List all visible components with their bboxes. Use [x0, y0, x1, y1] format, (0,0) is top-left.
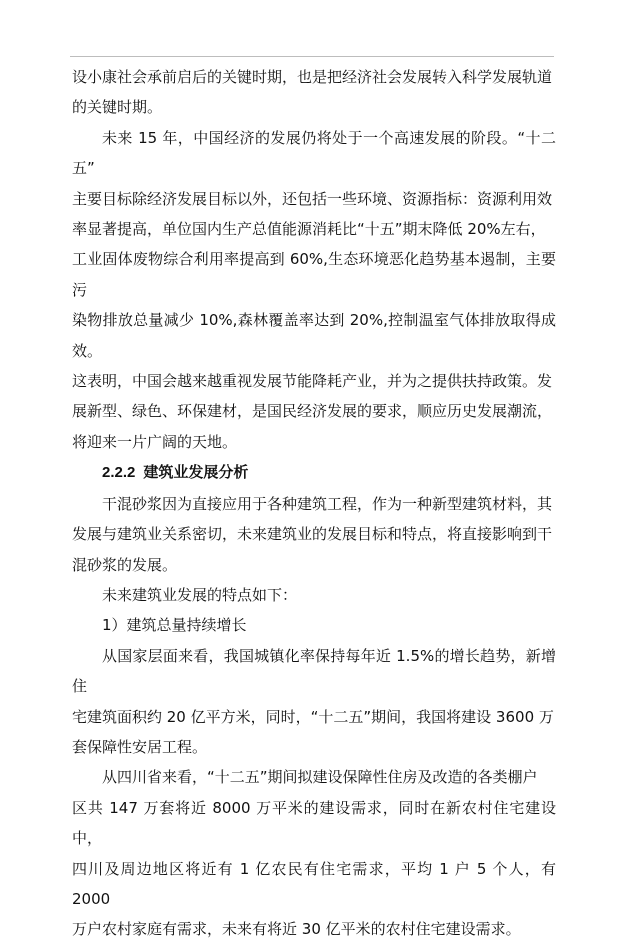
- text-line: 染物排放总量减少 10%,森林覆盖率达到 20%,控制温室气体排放取得成效。: [72, 311, 556, 360]
- paragraph-national-level: [72, 641, 556, 763]
- text-line: 未来 15 年，中国经济的发展仍将处于一个高速发展的阶段。“十二五”: [72, 128, 556, 178]
- text-line: 从四川省来看，“十二五”期间拟建设保障性住房及改造的各类棚户: [102, 768, 538, 787]
- text-line: 套保障性安居工程。: [72, 737, 208, 756]
- text-line: 的关键时期。: [72, 98, 163, 117]
- section-heading: [72, 457, 556, 488]
- text-line: 未来建筑业发展的特点如下：: [102, 585, 298, 604]
- text-line: 这表明，中国会越来越重视发展节能降耗产业，并为之提供扶持政策。发: [72, 372, 553, 391]
- header-rule: [70, 56, 554, 57]
- text-line: 干混砂浆因为直接应用于各种建筑工程，作为一种新型建筑材料，其: [102, 494, 553, 513]
- text-line: 设小康社会承前启后的关键时期，也是把经济社会发展转入科学发展轨道: [72, 68, 553, 86]
- paragraph-continuation: [72, 62, 556, 123]
- list-item-text: 1）建筑总量持续增长: [102, 616, 247, 635]
- text-line: 万户农村家庭有需求，未来有将近 30 亿平米的农村住宅建设需求。: [72, 920, 521, 939]
- section-number: 2.2.2: [102, 464, 136, 482]
- document-body: [72, 62, 556, 945]
- text-line: 混砂浆的发展。: [72, 555, 178, 574]
- list-item-construction-growth: [72, 610, 556, 640]
- text-line: 从国家层面来看，我国城镇化率保持每年近 1.5%的增长趋势，新增住: [72, 646, 556, 696]
- paragraph-twelfth-five-year-goals: [72, 123, 556, 457]
- text-line: 发展与建筑业关系密切，未来建筑业的发展目标和特点，将直接影响到干: [72, 525, 553, 544]
- paragraph-features-intro: [72, 580, 556, 610]
- section-title: 建筑业发展分析: [143, 463, 249, 482]
- text-line: 率显著提高，单位国内生产总值能源消耗比“十五”期末降低 20%左右，: [72, 220, 546, 239]
- text-line: 将迎来一片广阔的天地。: [72, 432, 238, 451]
- paragraph-sichuan-level: [72, 762, 556, 944]
- text-line: 区共 147 万套将近 8000 万平米的建设需求，同时在新农村住宅建设中，: [72, 798, 556, 848]
- paragraph-dry-mortar-relation: [72, 489, 556, 580]
- text-line: 四川及周边地区将近有 1 亿农民有住宅需求，平均 1 户 5 个人，有 2000: [72, 859, 556, 908]
- text-line: 工业固体废物综合利用率提高到 60%,生态环境恶化趋势基本遏制，主要污: [72, 250, 556, 299]
- text-line: 主要目标除经济发展目标以外，还包括一些环境、资源指标：资源利用效: [72, 189, 553, 208]
- text-line: 宅建筑面积约 20 亿平方米，同时，“十二五”期间，我国将建设 3600 万: [72, 707, 554, 726]
- text-line: 展新型、绿色、环保建材，是国民经济发展的要求，顺应历史发展潮流，: [72, 402, 553, 421]
